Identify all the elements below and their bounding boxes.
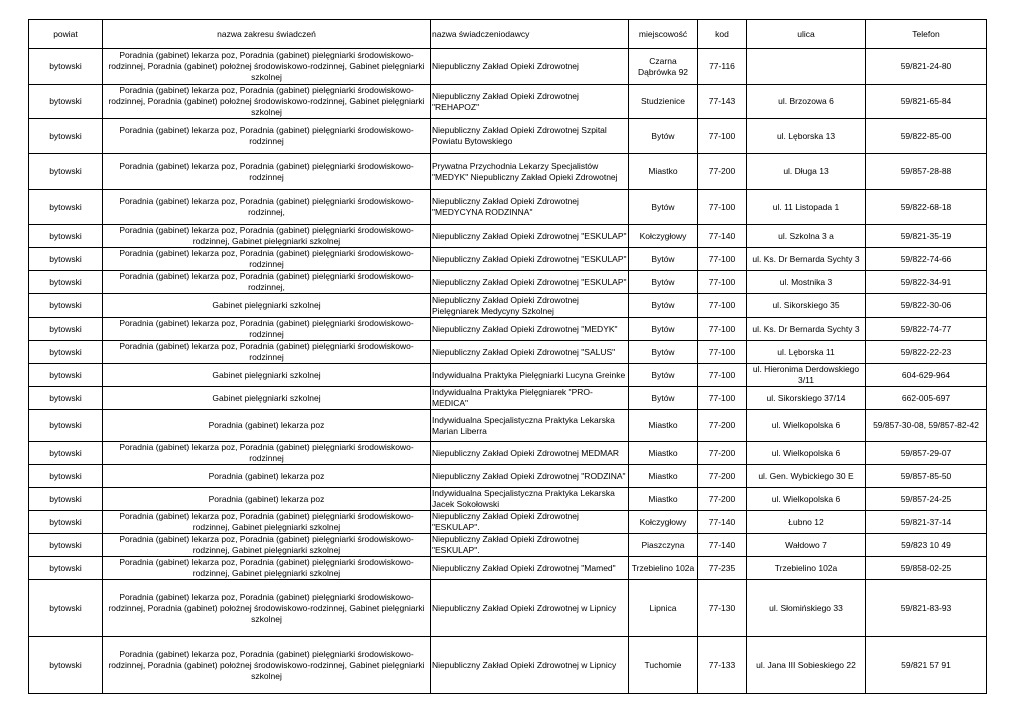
- cell-kod: 77-130: [698, 580, 747, 637]
- cell-miejscowosc: Miastko: [629, 488, 698, 511]
- header-telefon: Telefon: [866, 20, 987, 49]
- cell-swiadczeniodawca: Niepubliczny Zakład Opieki Zdrowotnej "RODZINA": [431, 465, 629, 488]
- cell-zakres: Poradnia (gabinet) lekarza poz: [103, 465, 431, 488]
- cell-miejscowosc: Studzienice: [629, 85, 698, 119]
- cell-swiadczeniodawca: Niepubliczny Zakład Opieki Zdrowotnej Szpital Powiatu Bytowskiego: [431, 119, 629, 154]
- cell-powiat: bytowski: [29, 271, 103, 294]
- cell-ulica: ul. Długa 13: [747, 154, 866, 190]
- table-row: [29, 248, 987, 271]
- cell-telefon: 59/857-24-25: [866, 488, 987, 511]
- table-row: [29, 465, 987, 488]
- cell-miejscowosc: Bytów: [629, 318, 698, 341]
- cell-ulica: Łubno 12: [747, 511, 866, 534]
- cell-zakres: Poradnia (gabinet) lekarza poz, Poradnia (gabinet) pielęgniarki środowiskowo-rodzinnej, Poradnia (gabinet) położnej środowiskowo-rodzinnej, Gabinet pielęgniarki szkolnej: [103, 49, 431, 85]
- cell-telefon: 59/822-74-77: [866, 318, 987, 341]
- cell-kod: 77-100: [698, 190, 747, 225]
- cell-swiadczeniodawca: Indywidualna Specjalistyczna Praktyka Lekarska Jacek Sokołowski: [431, 488, 629, 511]
- cell-miejscowosc: Bytów: [629, 248, 698, 271]
- table-row: [29, 580, 987, 637]
- cell-swiadczeniodawca: Niepubliczny Zakład Opieki Zdrowotnej w Lipnicy: [431, 580, 629, 637]
- cell-telefon: 59/822-30-06: [866, 294, 987, 318]
- header-row: [29, 20, 987, 49]
- cell-telefon: 59/857-28-88: [866, 154, 987, 190]
- cell-miejscowosc: Miastko: [629, 410, 698, 442]
- cell-powiat: bytowski: [29, 341, 103, 364]
- cell-zakres: Poradnia (gabinet) lekarza poz, Poradnia (gabinet) pielęgniarki środowiskowo-rodzinnej: [103, 154, 431, 190]
- header-zakres: nazwa zakresu świadczeń: [103, 20, 431, 49]
- cell-swiadczeniodawca: Niepubliczny Zakład Opieki Zdrowotnej "SALUS": [431, 341, 629, 364]
- cell-miejscowosc: Bytów: [629, 119, 698, 154]
- cell-telefon: 59/822-74-66: [866, 248, 987, 271]
- cell-kod: 77-235: [698, 557, 747, 580]
- cell-powiat: bytowski: [29, 85, 103, 119]
- cell-miejscowosc: Lipnica: [629, 580, 698, 637]
- cell-telefon: 604-629-964: [866, 364, 987, 387]
- cell-zakres: Poradnia (gabinet) lekarza poz, Poradnia (gabinet) pielęgniarki środowiskowo-rodzinnej, Poradnia (gabinet) położnej środowiskowo-rodzinnej, Gabinet pielęgniarki szkolnej: [103, 580, 431, 637]
- cell-miejscowosc: Kołczygłowy: [629, 511, 698, 534]
- cell-powiat: bytowski: [29, 511, 103, 534]
- cell-swiadczeniodawca: Indywidualna Praktyka Pielęgniarek "PRO-MEDICA": [431, 387, 629, 410]
- table-row: [29, 318, 987, 341]
- table-row: [29, 488, 987, 511]
- table-row: [29, 511, 987, 534]
- cell-ulica: ul. Mostnika 3: [747, 271, 866, 294]
- cell-ulica: Trzebielino 102a: [747, 557, 866, 580]
- cell-kod: 77-100: [698, 387, 747, 410]
- cell-kod: 77-100: [698, 294, 747, 318]
- cell-ulica: ul. Lęborska 13: [747, 119, 866, 154]
- cell-telefon: 59/822-22-23: [866, 341, 987, 364]
- cell-miejscowosc: Bytów: [629, 271, 698, 294]
- cell-kod: 77-200: [698, 410, 747, 442]
- cell-ulica: ul. Słomińskiego 33: [747, 580, 866, 637]
- cell-powiat: bytowski: [29, 410, 103, 442]
- table-row: [29, 190, 987, 225]
- cell-swiadczeniodawca: Niepubliczny Zakład Opieki Zdrowotnej "ESKULAP": [431, 225, 629, 248]
- cell-powiat: bytowski: [29, 465, 103, 488]
- cell-powiat: bytowski: [29, 119, 103, 154]
- cell-ulica: ul. Szkolna 3 a: [747, 225, 866, 248]
- table-row: [29, 294, 987, 318]
- cell-kod: 77-200: [698, 154, 747, 190]
- cell-ulica: ul. Sikorskiego 37/14: [747, 387, 866, 410]
- cell-powiat: bytowski: [29, 318, 103, 341]
- cell-telefon: 59/821-24-80: [866, 49, 987, 85]
- table-row: [29, 557, 987, 580]
- cell-ulica: ul. Wielkopolska 6: [747, 410, 866, 442]
- cell-ulica: Wałdowo 7: [747, 534, 866, 557]
- cell-ulica: ul. Ks. Dr Bernarda Sychty 3: [747, 318, 866, 341]
- cell-telefon: 59/857-29-07: [866, 442, 987, 465]
- cell-miejscowosc: Miastko: [629, 442, 698, 465]
- table-row: [29, 341, 987, 364]
- cell-swiadczeniodawca: Niepubliczny Zakład Opieki Zdrowotnej "ESKULAP": [431, 248, 629, 271]
- cell-miejscowosc: Bytów: [629, 294, 698, 318]
- table-row: [29, 49, 987, 85]
- cell-powiat: bytowski: [29, 190, 103, 225]
- cell-swiadczeniodawca: Indywidualna Praktyka Pielęgniarki Lucyna Greinke: [431, 364, 629, 387]
- cell-kod: 77-140: [698, 225, 747, 248]
- table-row: [29, 364, 987, 387]
- cell-miejscowosc: Bytów: [629, 387, 698, 410]
- cell-powiat: bytowski: [29, 294, 103, 318]
- cell-powiat: bytowski: [29, 488, 103, 511]
- cell-zakres: Poradnia (gabinet) lekarza poz, Poradnia (gabinet) pielęgniarki środowiskowo-rodzinnej: [103, 341, 431, 364]
- cell-powiat: bytowski: [29, 637, 103, 694]
- cell-zakres: Poradnia (gabinet) lekarza poz, Poradnia (gabinet) pielęgniarki środowiskowo-rodzinnej, Gabinet pielęgniarki szkolnej: [103, 511, 431, 534]
- cell-miejscowosc: Bytów: [629, 364, 698, 387]
- cell-swiadczeniodawca: Niepubliczny Zakład Opieki Zdrowotnej "ESKULAP": [431, 271, 629, 294]
- cell-telefon: 59/822-85-00: [866, 119, 987, 154]
- cell-kod: 77-100: [698, 248, 747, 271]
- cell-ulica: ul. Sikorskiego 35: [747, 294, 866, 318]
- cell-zakres: Poradnia (gabinet) lekarza poz, Poradnia (gabinet) pielęgniarki środowiskowo-rodzinnej: [103, 119, 431, 154]
- cell-zakres: Poradnia (gabinet) lekarza poz: [103, 488, 431, 511]
- cell-ulica: ul. Wielkopolska 6: [747, 488, 866, 511]
- cell-telefon: 59/822-68-18: [866, 190, 987, 225]
- cell-swiadczeniodawca: Niepubliczny Zakład Opieki Zdrowotnej "Mamed": [431, 557, 629, 580]
- header-swiadczeniodawca: nazwa świadczeniodawcy: [431, 20, 629, 49]
- cell-zakres: Poradnia (gabinet) lekarza poz, Poradnia (gabinet) pielęgniarki środowiskowo-rodzinnej: [103, 442, 431, 465]
- cell-swiadczeniodawca: Niepubliczny Zakład Opieki Zdrowotnej "ESKULAP".: [431, 534, 629, 557]
- cell-swiadczeniodawca: Niepubliczny Zakład Opieki Zdrowotnej: [431, 49, 629, 85]
- table-row: [29, 387, 987, 410]
- cell-miejscowosc: Miastko: [629, 465, 698, 488]
- header-ulica: ulica: [747, 20, 866, 49]
- cell-powiat: bytowski: [29, 387, 103, 410]
- cell-kod: 77-100: [698, 341, 747, 364]
- table-row: [29, 154, 987, 190]
- cell-powiat: bytowski: [29, 154, 103, 190]
- cell-miejscowosc: Bytów: [629, 190, 698, 225]
- cell-telefon: 662-005-697: [866, 387, 987, 410]
- cell-miejscowosc: Kołczygłowy: [629, 225, 698, 248]
- cell-ulica: ul. Wielkopolska 6: [747, 442, 866, 465]
- cell-kod: 77-116: [698, 49, 747, 85]
- cell-kod: 77-133: [698, 637, 747, 694]
- cell-kod: 77-100: [698, 318, 747, 341]
- cell-ulica: ul. Gen. Wybickiego 30 E: [747, 465, 866, 488]
- cell-swiadczeniodawca: Niepubliczny Zakład Opieki Zdrowotnej Pielęgniarek Medycyny Szkolnej: [431, 294, 629, 318]
- cell-telefon: 59/858-02-25: [866, 557, 987, 580]
- cell-telefon: 59/823 10 49: [866, 534, 987, 557]
- cell-kod: 77-100: [698, 364, 747, 387]
- cell-kod: 77-100: [698, 119, 747, 154]
- cell-ulica: ul. Ks. Dr Bernarda Sychty 3: [747, 248, 866, 271]
- cell-telefon: 59/857-30-08, 59/857-82-42: [866, 410, 987, 442]
- cell-telefon: 59/822-34-91: [866, 271, 987, 294]
- header-powiat: powiat: [29, 20, 103, 49]
- cell-zakres: Poradnia (gabinet) lekarza poz, Poradnia (gabinet) pielęgniarki środowiskowo-rodzinnej,: [103, 271, 431, 294]
- cell-telefon: 59/821-37-14: [866, 511, 987, 534]
- cell-kod: 77-143: [698, 85, 747, 119]
- cell-swiadczeniodawca: Niepubliczny Zakład Opieki Zdrowotnej "MEDYK": [431, 318, 629, 341]
- cell-ulica: ul. 11 Listopada 1: [747, 190, 866, 225]
- cell-miejscowosc: Miastko: [629, 154, 698, 190]
- table-row: [29, 225, 987, 248]
- cell-swiadczeniodawca: Niepubliczny Zakład Opieki Zdrowotnej w Lipnicy: [431, 637, 629, 694]
- cell-ulica: ul. Hieronima Derdowskiego 3/11: [747, 364, 866, 387]
- cell-powiat: bytowski: [29, 248, 103, 271]
- cell-zakres: Poradnia (gabinet) lekarza poz, Poradnia (gabinet) pielęgniarki środowiskowo-rodzinnej, Poradnia (gabinet) położnej środowiskowo-rodzinnej, Gabinet pielęgniarki szkolnej: [103, 637, 431, 694]
- cell-swiadczeniodawca: Niepubliczny Zakład Opieki Zdrowotnej "ESKULAP".: [431, 511, 629, 534]
- cell-kod: 77-200: [698, 442, 747, 465]
- cell-telefon: 59/821 57 91: [866, 637, 987, 694]
- cell-powiat: bytowski: [29, 557, 103, 580]
- cell-swiadczeniodawca: Niepubliczny Zakład Opieki Zdrowotnej MEDMAR: [431, 442, 629, 465]
- cell-telefon: 59/857-85-50: [866, 465, 987, 488]
- cell-zakres: Gabinet pielęgniarki szkolnej: [103, 364, 431, 387]
- table-header: [29, 20, 987, 49]
- cell-zakres: Poradnia (gabinet) lekarza poz, Poradnia (gabinet) pielęgniarki środowiskowo-rodzinnej: [103, 318, 431, 341]
- cell-ulica: ul. Brzozowa 6: [747, 85, 866, 119]
- cell-telefon: 59/821-65-84: [866, 85, 987, 119]
- cell-miejscowosc: Czarna Dąbrówka 92: [629, 49, 698, 85]
- table-row: [29, 85, 987, 119]
- cell-kod: 77-100: [698, 271, 747, 294]
- table-row: [29, 410, 987, 442]
- cell-powiat: bytowski: [29, 225, 103, 248]
- cell-kod: 77-200: [698, 488, 747, 511]
- cell-swiadczeniodawca: Niepubliczny Zakład Opieki Zdrowotnej "MEDYCYNA RODZINNA": [431, 190, 629, 225]
- cell-swiadczeniodawca: Niepubliczny Zakład Opieki Zdrowotnej "REHAPOZ": [431, 85, 629, 119]
- table-row: [29, 534, 987, 557]
- header-kod: kod: [698, 20, 747, 49]
- cell-kod: 77-200: [698, 465, 747, 488]
- cell-telefon: 59/821-35-19: [866, 225, 987, 248]
- cell-miejscowosc: Bytów: [629, 341, 698, 364]
- cell-zakres: Poradnia (gabinet) lekarza poz, Poradnia (gabinet) pielęgniarki środowiskowo-rodzinnej, Gabinet pielęgniarki szkolnej: [103, 534, 431, 557]
- cell-zakres: Poradnia (gabinet) lekarza poz, Poradnia (gabinet) pielęgniarki środowiskowo-rodzinnej, Poradnia (gabinet) położnej środowiskowo-rodzinnej, Gabinet pielęgniarki szkolnej: [103, 85, 431, 119]
- cell-miejscowosc: Trzebielino 102a: [629, 557, 698, 580]
- cell-powiat: bytowski: [29, 49, 103, 85]
- cell-powiat: bytowski: [29, 364, 103, 387]
- cell-miejscowosc: Piaszczyna: [629, 534, 698, 557]
- cell-powiat: bytowski: [29, 580, 103, 637]
- cell-miejscowosc: Tuchomie: [629, 637, 698, 694]
- cell-zakres: Poradnia (gabinet) lekarza poz: [103, 410, 431, 442]
- cell-swiadczeniodawca: Indywidualna Specjalistyczna Praktyka Lekarska Marian Liberra: [431, 410, 629, 442]
- cell-ulica: [747, 49, 866, 85]
- header-miejscowosc: miejscowość: [629, 20, 698, 49]
- cell-powiat: bytowski: [29, 534, 103, 557]
- cell-zakres: Poradnia (gabinet) lekarza poz, Poradnia (gabinet) pielęgniarki środowiskowo-rodzinnej, Gabinet pielęgniarki szkolnej: [103, 225, 431, 248]
- table-row: [29, 442, 987, 465]
- cell-powiat: bytowski: [29, 442, 103, 465]
- cell-ulica: ul. Lęborska 11: [747, 341, 866, 364]
- cell-zakres: Gabinet pielęgniarki szkolnej: [103, 294, 431, 318]
- table-row: [29, 271, 987, 294]
- cell-zakres: Gabinet pielęgniarki szkolnej: [103, 387, 431, 410]
- cell-ulica: ul. Jana III Sobieskiego 22: [747, 637, 866, 694]
- cell-zakres: Poradnia (gabinet) lekarza poz, Poradnia (gabinet) pielęgniarki środowiskowo-rodzinnej: [103, 248, 431, 271]
- table-row: [29, 119, 987, 154]
- table-row: [29, 637, 987, 694]
- cell-kod: 77-140: [698, 511, 747, 534]
- cell-telefon: 59/821-83-93: [866, 580, 987, 637]
- providers-table: [28, 19, 987, 694]
- table-body: [29, 49, 987, 694]
- cell-kod: 77-140: [698, 534, 747, 557]
- cell-zakres: Poradnia (gabinet) lekarza poz, Poradnia (gabinet) pielęgniarki środowiskowo-rodzinnej,: [103, 190, 431, 225]
- cell-zakres: Poradnia (gabinet) lekarza poz, Poradnia (gabinet) pielęgniarki środowiskowo-rodzinnej, Gabinet pielęgniarki szkolnej: [103, 557, 431, 580]
- cell-swiadczeniodawca: Prywatna Przychodnia Lekarzy Specjalistów "MEDYK" Niepubliczny Zakład Opieki Zdrowotnej: [431, 154, 629, 190]
